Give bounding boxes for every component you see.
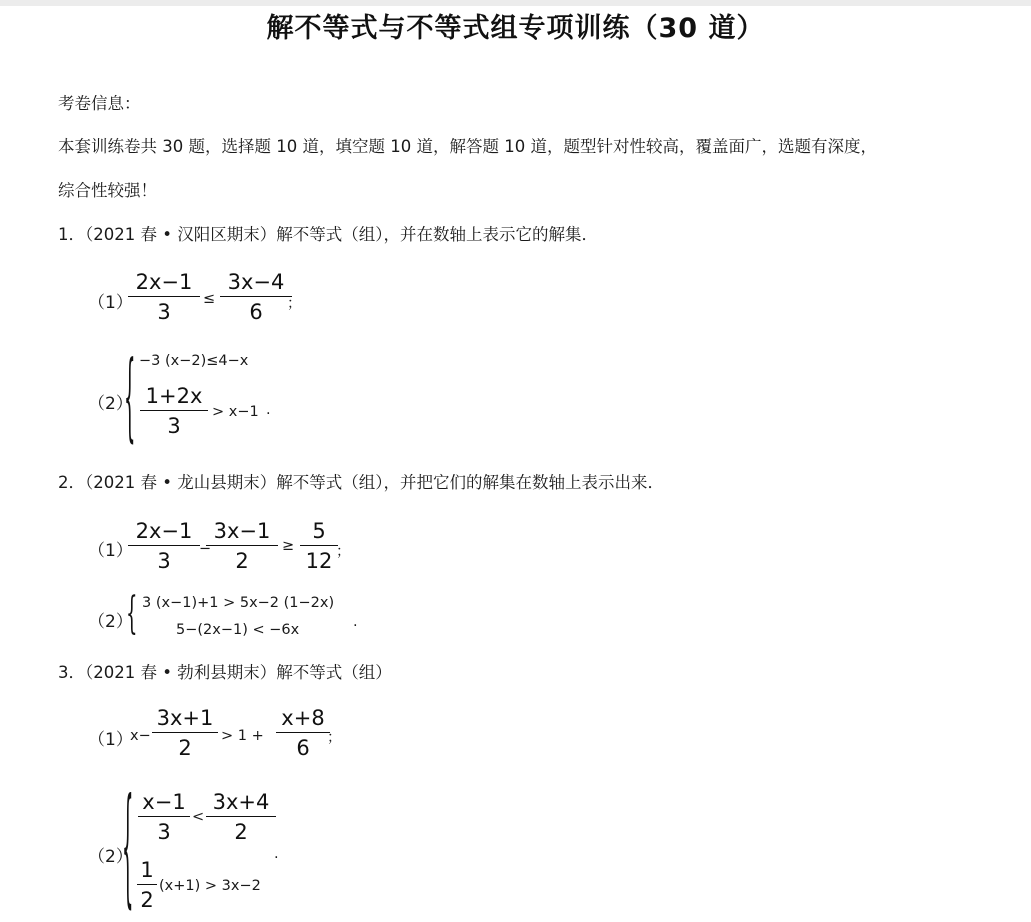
problem-1-part-1-fraction-1 <box>128 272 200 323</box>
document-title: 解不等式与不等式组专项训练（30 道） <box>266 13 765 44</box>
problem-1-part-2-row-2-rest: > x−1 <box>212 404 259 420</box>
problem-3-part-1-fraction-2 <box>276 708 330 759</box>
numerator: 2x−1 <box>135 270 193 294</box>
problem-3-part-2-tail: . <box>274 846 279 862</box>
numerator: 3x−4 <box>227 270 285 294</box>
problem-2-stem: 2．（2021 春 • 龙山县期末）解不等式（组），并把它们的解集在数轴上表示出来． <box>58 473 664 492</box>
info-line-1: 本套训练卷共 30 题，选择题 10 道，填空题 10 道，解答题 10 道，题型针对性较高，覆盖面广，选题有深度， <box>58 137 877 156</box>
problem-1-part-2-fraction <box>140 386 208 437</box>
left-brace-icon: { <box>126 588 138 640</box>
denominator: 6 <box>296 736 310 760</box>
problem-2-part-1-fraction-3 <box>300 521 338 572</box>
numerator: 2x−1 <box>135 519 193 543</box>
denominator: 2 <box>235 549 249 573</box>
numerator: 5 <box>312 519 326 543</box>
info-heading: 考卷信息： <box>58 94 141 113</box>
denominator: 12 <box>305 549 333 573</box>
numerator: 1+2x <box>145 384 203 408</box>
denominator: 2 <box>140 888 154 912</box>
problem-3-part-2-fraction-a <box>138 792 190 843</box>
problem-1-part-2-tail: . <box>266 402 271 418</box>
problem-3-part-2-fraction-c <box>137 860 157 911</box>
problem-3-part-2-row-2-rest: (x+1) > 3x−2 <box>159 878 261 894</box>
denominator: 3 <box>167 414 181 438</box>
left-brace-icon: { <box>124 342 136 454</box>
numerator: x−1 <box>142 790 186 814</box>
numerator: 1 <box>140 858 154 882</box>
problem-2-part-1-label: （1） <box>88 541 133 561</box>
problem-2-part-1-tail: ； <box>336 544 351 560</box>
problem-3-part-2-label: （2） <box>88 847 133 867</box>
problem-2-part-1-fraction-1 <box>128 521 200 572</box>
problem-3-part-1-fraction-1 <box>152 708 218 759</box>
denominator: 2 <box>234 820 248 844</box>
info-line-2: 综合性较强！ <box>58 181 157 200</box>
problem-1-part-1-label: （1） <box>88 293 133 313</box>
problem-1-part-1-operator: ≤ <box>203 291 216 307</box>
denominator: 3 <box>157 300 171 324</box>
problem-2-part-2-label: （2） <box>88 612 133 632</box>
problem-3-part-1-label: （1） <box>88 730 133 750</box>
problem-1-part-2-label: （2） <box>88 394 133 414</box>
problem-3-part-2-less-than: < <box>192 809 205 825</box>
problem-2-part-1-fraction-2 <box>206 521 278 572</box>
numerator: 3x+1 <box>156 706 214 730</box>
numerator: 3x−1 <box>213 519 271 543</box>
denominator: 3 <box>157 549 171 573</box>
problem-2-part-2-row-2: 5−(2x−1) < −6x <box>176 622 300 638</box>
problem-3-part-2-fraction-b <box>206 792 276 843</box>
problem-3-stem: 3．（2021 春 • 勃利县期末）解不等式（组） <box>58 663 392 682</box>
problem-2-part-2-tail: . <box>353 614 358 630</box>
denominator: 6 <box>249 300 263 324</box>
problem-1-part-2-row-1: −3 (x−2)≤4−x <box>139 353 249 369</box>
numerator: x+8 <box>281 706 325 730</box>
problem-3-part-1-middle: > 1 + <box>221 728 264 744</box>
problem-1-part-1-fraction-2 <box>220 272 292 323</box>
denominator: 2 <box>178 736 192 760</box>
problem-3-part-1-prefix: x− <box>130 728 151 744</box>
problem-3-part-1-tail: ； <box>327 730 342 746</box>
problem-1-stem: 1．（2021 春 • 汉阳区期末）解不等式（组），并在数轴上表示它的解集． <box>58 225 598 244</box>
problem-1-part-1-tail: ； <box>287 296 302 312</box>
denominator: 3 <box>157 820 171 844</box>
problem-2-part-1-minus: − <box>199 541 212 557</box>
problem-2-part-1-operator: ≥ <box>282 538 295 554</box>
numerator: 3x+4 <box>212 790 270 814</box>
problem-2-part-2-row-1: 3 (x−1)+1 > 5x−2 (1−2x) <box>142 595 335 611</box>
left-brace-icon: { <box>122 774 134 922</box>
